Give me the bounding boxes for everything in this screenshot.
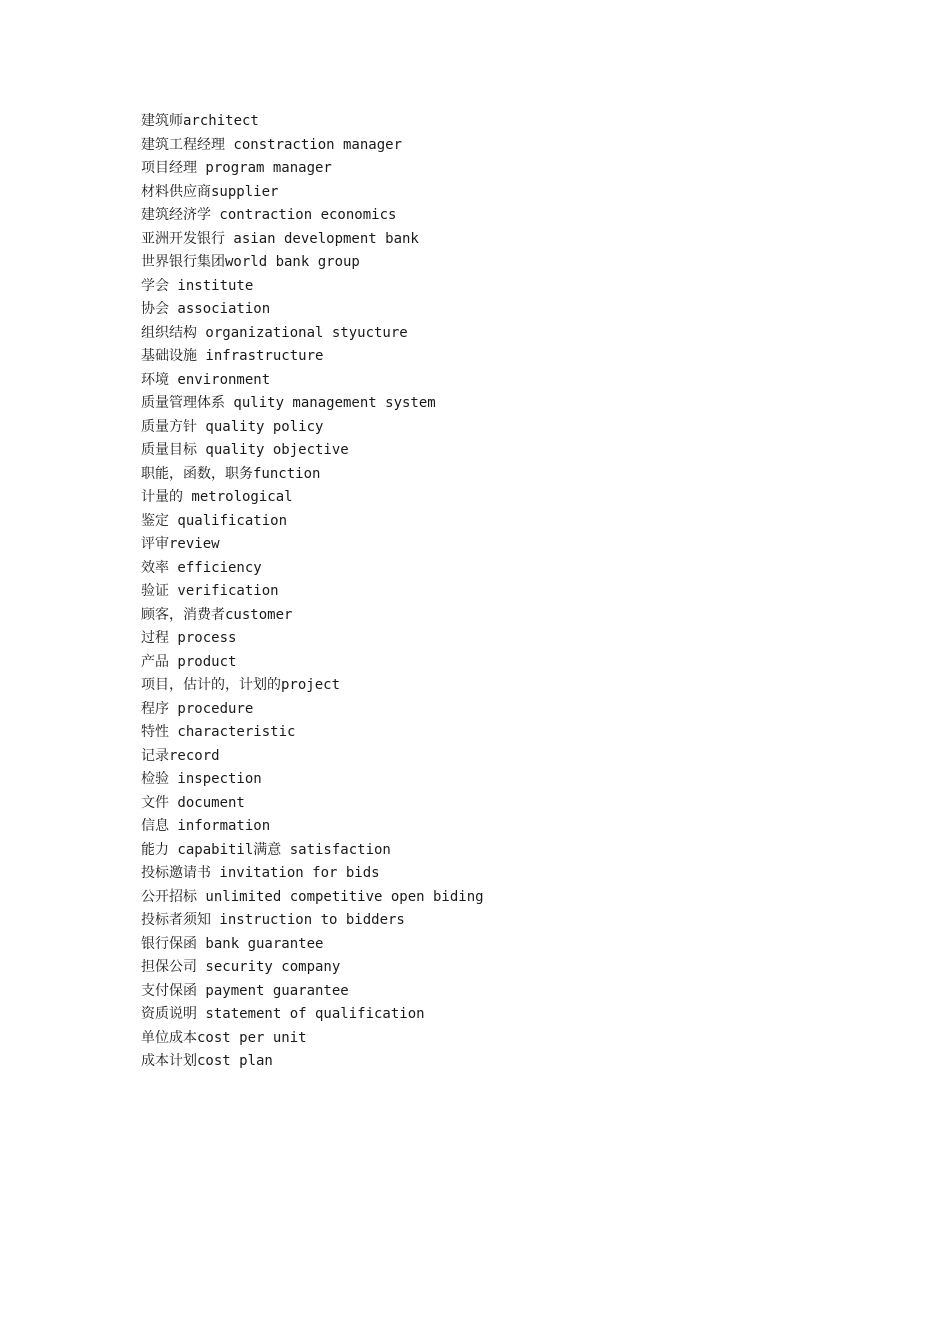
glossary-line: 鉴定 qualification bbox=[141, 512, 288, 529]
glossary-line: 特性 characteristic bbox=[141, 724, 296, 740]
glossary-line: 建筑经济学 contraction economics bbox=[141, 207, 397, 223]
glossary-line: 组织结构 organizational styucture bbox=[141, 324, 408, 341]
glossary-line: 文件 document bbox=[141, 794, 245, 811]
glossary-line: 环境 environment bbox=[141, 371, 271, 388]
glossary-line: 顾客，消费者customer bbox=[141, 606, 293, 623]
glossary-line: 产品 product bbox=[141, 653, 237, 670]
glossary-line: 记录record bbox=[141, 747, 220, 764]
glossary-line: 成本计划cost plan bbox=[141, 1053, 273, 1069]
glossary-line: 能力 capabitil满意 satisfaction bbox=[141, 841, 391, 858]
glossary-line: 支付保函 payment guarantee bbox=[141, 982, 349, 999]
glossary-line: 验证 verification bbox=[141, 583, 279, 599]
glossary-line: 学会 institute bbox=[141, 277, 254, 294]
glossary-line: 基础设施 infrastructure bbox=[141, 348, 324, 364]
glossary-line: 计量的 metrological bbox=[141, 489, 293, 505]
glossary-line: 检验 inspection bbox=[141, 771, 262, 787]
glossary-line: 亚洲开发银行 asian development bank bbox=[141, 230, 419, 247]
glossary-line: 投标者须知 instruction to bidders bbox=[141, 912, 405, 928]
glossary-line: 建筑工程经理 constraction manager bbox=[141, 136, 403, 153]
glossary-line: 程序 procedure bbox=[141, 700, 254, 717]
glossary-line: 银行保函 bank guarantee bbox=[141, 935, 324, 952]
glossary-line: 质量管理体系 qulity management system bbox=[141, 395, 436, 411]
glossary-line: 项目，估计的，计划的project bbox=[141, 677, 341, 693]
glossary-line: 信息 information bbox=[141, 818, 271, 834]
glossary-line: 协会 association bbox=[141, 301, 271, 317]
glossary-line: 单位成本cost per unit bbox=[141, 1029, 307, 1046]
glossary-line: 担保公司 security company bbox=[141, 959, 341, 975]
glossary-line: 世界银行集团world bank group bbox=[141, 254, 360, 270]
glossary-line: 投标邀请书 invitation for bids bbox=[141, 865, 380, 881]
glossary-line: 资质说明 statement of qualification bbox=[141, 1006, 425, 1022]
glossary-line: 效率 efficiency bbox=[141, 559, 262, 576]
glossary-line: 过程 process bbox=[141, 630, 237, 646]
glossary-line: 评审review bbox=[141, 536, 220, 552]
glossary-line: 质量方针 quality policy bbox=[141, 418, 324, 435]
glossary-line: 公开招标 unlimited competitive open biding bbox=[141, 888, 484, 905]
glossary-line: 质量目标 quality objective bbox=[141, 442, 349, 458]
glossary-line: 职能，函数，职务function bbox=[141, 465, 321, 482]
glossary-list bbox=[141, 110, 841, 1074]
glossary-line: 建筑师architect bbox=[141, 113, 259, 129]
glossary-line: 材料供应商supplier bbox=[141, 183, 279, 200]
glossary-line: 项目经理 program manager bbox=[141, 160, 332, 176]
